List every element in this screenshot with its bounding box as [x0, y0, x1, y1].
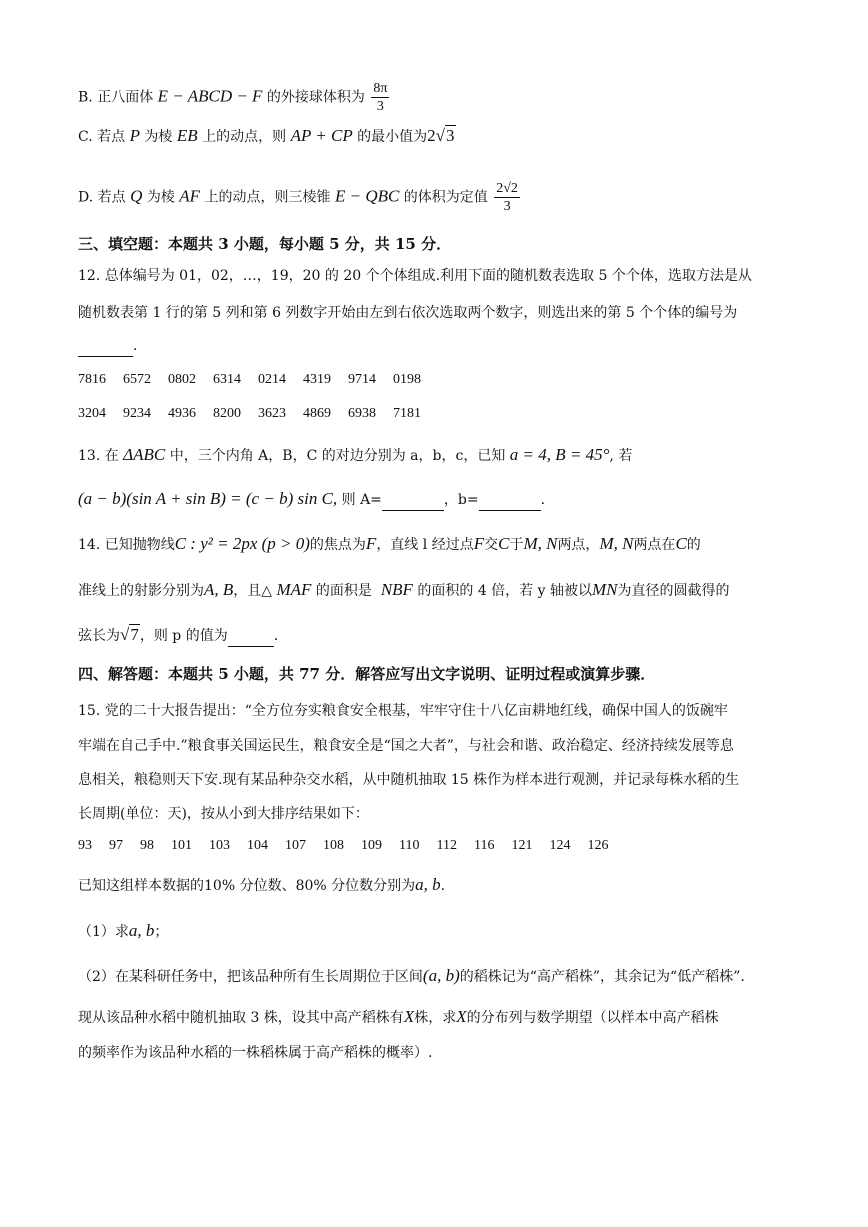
q13-text: . [540, 492, 546, 508]
math-coef: 2 [427, 126, 436, 145]
q15-known [78, 875, 445, 896]
option-label: B. [78, 89, 93, 106]
sqrt: √7 [120, 625, 139, 644]
fraction-denominator: 3 [503, 199, 511, 214]
option-text: 的最小值为 [357, 129, 428, 145]
q15-text: 株，求 [414, 1010, 457, 1026]
q15-part2-line3: 的频率作为该品种水稻的一株稻株属于高产稻株的概率）. [78, 1045, 433, 1061]
option-label: C. [78, 129, 93, 145]
math-parabola: C : y² = 2px (p > 0) [174, 534, 310, 553]
math-expr: E − QBC [334, 186, 400, 206]
option-text: 若点 [97, 189, 126, 206]
q14-text: ，则 p 的值为 [139, 628, 228, 644]
q15-text: ； [154, 924, 169, 940]
math-var: C [675, 534, 687, 553]
q13-text: ，b= [443, 492, 479, 508]
q14-line1 [78, 534, 701, 555]
growth-period-value: 108 [323, 838, 344, 853]
math-var: Q [130, 186, 143, 206]
q14-text: 为直径的圆截得的 [617, 583, 730, 599]
random-number-cell: 4869 [303, 406, 331, 421]
answer-blank-a[interactable] [382, 490, 444, 511]
random-number-cell: 7816 [78, 372, 106, 387]
q15-part1 [78, 921, 168, 942]
q12-line2: 随机数表第 1 行的第 5 列和第 6 列数字开始由左到右依次选取两个数字，则选出来的第 5 个个体的编号为 [78, 305, 738, 321]
math-equation: (a − b)(sin A + sin B) = (c − b) sin C, [78, 489, 338, 508]
math-var: M, N [523, 534, 558, 553]
q14-line2 [78, 580, 730, 601]
section-heading: 四、解答题：本题共 5 小题，共 77 分．解答应写出文字说明、证明过程或演算步骤． [78, 665, 656, 683]
growth-period-value: 98 [140, 838, 154, 853]
sqrt-radicand: 3 [446, 126, 455, 145]
q12-line3 [78, 336, 137, 357]
option-d [78, 180, 522, 215]
fraction [494, 180, 520, 215]
growth-period-value: 93 [78, 838, 92, 853]
growth-period-value: 101 [171, 838, 192, 853]
q14-text: 两点在 [633, 537, 676, 553]
q13-text: 13. 在 [78, 448, 119, 464]
random-number-cell: 4936 [168, 406, 196, 421]
random-number-cell: 3204 [78, 406, 106, 421]
growth-period-value: 110 [399, 838, 420, 853]
math-interval: (a, b) [422, 966, 460, 985]
option-text: 若点 [97, 129, 126, 145]
q15-part2-line2 [78, 1007, 719, 1028]
random-number-cell: 8200 [213, 406, 241, 421]
q15-text: 的分布列与数学期望（以样本中高产稻株 [466, 1010, 719, 1026]
math-var: MAF [276, 580, 312, 599]
random-number-cell: 7181 [393, 406, 421, 421]
math-expr: E − ABCD − F [157, 86, 263, 106]
math-var: MN [592, 580, 618, 599]
random-table-row-1 [78, 372, 438, 388]
q14-text: 14. 已知抛物线 [78, 537, 175, 553]
random-number-cell: 6314 [213, 372, 241, 387]
q15-line1: 15. 党的二十大报告提出：“全方位夯实粮食安全根基，牢牢守住十八亿亩耕地红线，确保中国人的饭碗牢 [78, 703, 728, 719]
math-var: a, b [415, 875, 441, 894]
option-text: 的体积为定值 [403, 189, 488, 206]
q15-text: 的稻株记为“高产稻株”，其余记为“低产稻株”. [459, 969, 745, 985]
option-c [78, 126, 456, 147]
q13-text: 中，三个内角 A，B，C 的对边分别为 a，b，c，已知 [169, 448, 506, 464]
growth-period-value: 97 [109, 838, 123, 853]
q14-text: 两点， [557, 537, 600, 553]
growth-period-value: 112 [436, 838, 457, 853]
q14-text: 交 [484, 537, 499, 553]
q12-tail: . [133, 338, 138, 354]
option-text: 上的动点，则 [202, 129, 287, 145]
random-number-cell: 6938 [348, 406, 376, 421]
q12-line1: 12. 总体编号为 01，02，…，19，20 的 20 个个体组成.利用下面的随机数表选取 5 个个体，选取方法是从 [78, 268, 752, 284]
fraction-denominator: 3 [376, 99, 384, 114]
answer-blank[interactable] [78, 336, 133, 357]
math-condition: a = 4, B = 45° [509, 445, 610, 464]
growth-period-value: 104 [247, 838, 268, 853]
option-text: 为棱 [146, 189, 175, 206]
math-var: EB [176, 126, 198, 145]
q15-part2-line1 [78, 966, 745, 987]
q14-text: 的面积是 [315, 583, 372, 599]
math-var: AF [179, 186, 201, 206]
math-var: X [456, 1007, 467, 1026]
q15-line4: 长周期(单位：天)，按从小到大排序结果如下： [78, 806, 369, 822]
math-var: C [498, 534, 510, 553]
growth-period-value: 116 [473, 838, 495, 853]
growth-period-value: 124 [549, 838, 571, 853]
sqrt-radicand: 7 [130, 625, 139, 644]
q15-line2: 牢端在自己手中.”粮食事关国运民生，粮食安全是“国之大者”，与社会和谐、政治稳定、经济持续发展等息 [78, 738, 734, 754]
q14-line3 [78, 625, 278, 647]
q14-text: 准线上的射影分别为 [78, 583, 204, 599]
q15-text: （1）求 [78, 924, 129, 940]
math-triangle: ΔABC [123, 445, 166, 464]
q15-text: 已知这组样本数据的10% 分位数、80% 分位数分别为 [78, 878, 416, 894]
fraction [371, 80, 389, 115]
answer-blank[interactable] [228, 626, 274, 647]
fraction-numerator: 8π [373, 81, 388, 96]
random-number-cell: 0214 [258, 372, 286, 387]
option-text: 的外接球体积为 [266, 89, 365, 106]
q15-text: （2）在某科研任务中，把该品种所有生长周期位于区间 [78, 969, 423, 985]
q14-text: ，直线 l 经过点 [376, 537, 474, 553]
random-number-cell: 0802 [168, 372, 196, 387]
growth-period-value: 126 [587, 838, 609, 853]
q14-text: 的焦点为 [309, 537, 366, 553]
q13-line1 [78, 445, 632, 466]
option-b [78, 80, 391, 115]
growth-period-value: 103 [209, 838, 230, 853]
math-var: F [473, 534, 485, 553]
option-text: 正八面体 [97, 89, 154, 106]
math-var: NBF [380, 580, 413, 599]
math-var: F [365, 534, 377, 553]
q14-text: 弦长为 [78, 628, 120, 644]
fraction-numerator: 2√2 [496, 181, 518, 196]
random-number-cell: 9714 [348, 372, 376, 387]
random-number-cell: 3623 [258, 406, 286, 421]
math-expr: AP + CP [290, 126, 353, 145]
q14-text: 于 [509, 537, 524, 553]
random-number-cell: 9234 [123, 406, 151, 421]
sqrt: √3 [435, 126, 455, 145]
math-var: A, B [204, 580, 234, 599]
option-label: D. [78, 189, 94, 206]
math-var: P [129, 126, 140, 145]
q14-text: . [273, 628, 279, 644]
growth-period-value: 121 [511, 838, 533, 853]
q15-text: 现从该品种水稻中随机抽取 3 株，设其中高产稻株有 [78, 1010, 404, 1026]
q13-text: , 若 [609, 448, 633, 464]
q13-text: 则 A= [341, 492, 382, 508]
q15-line3: 息相关，粮稳则天下安.现有某品种杂交水稻，从中随机抽取 15 株作为样本进行观测，并记录每株水稻的生 [78, 772, 740, 788]
option-text: 上的动点，则三棱锥 [204, 189, 331, 206]
option-text: 为棱 [144, 129, 173, 145]
random-number-cell: 4319 [303, 372, 331, 387]
random-number-cell: 6572 [123, 372, 151, 387]
growth-period-value: 107 [285, 838, 306, 853]
q14-text: ，且△ [233, 583, 273, 599]
growth-period-value: 109 [361, 838, 382, 853]
math-var: M, N [599, 534, 634, 553]
growth-data-row [78, 838, 625, 854]
q15-text: . [440, 878, 446, 894]
math-var: X [403, 1007, 415, 1026]
q14-text: 的面积的 4 倍，若 y 轴被以 [417, 583, 592, 599]
random-number-cell: 0198 [393, 372, 421, 387]
section-heading: 三、填空题：本题共 3 小题，每小题 5 分，共 15 分． [78, 235, 452, 253]
answer-blank-b[interactable] [479, 490, 541, 511]
random-table-row-2 [78, 406, 438, 422]
math-var: a, b [128, 921, 155, 940]
q14-text: 的 [686, 537, 701, 553]
q13-line2 [78, 489, 545, 511]
